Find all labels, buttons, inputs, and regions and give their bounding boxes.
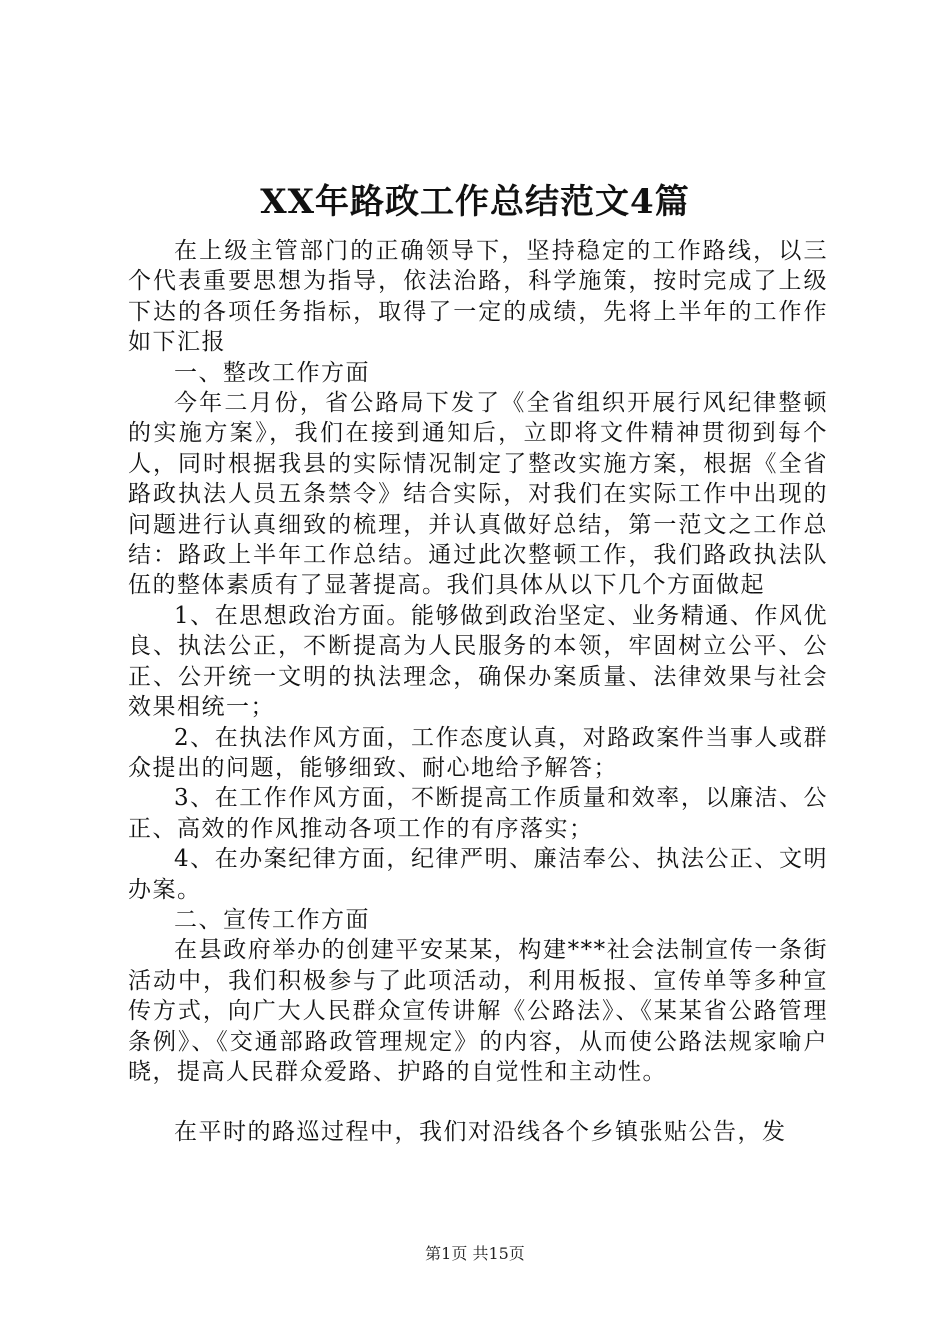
section-heading-rectification: 一、整改工作方面 — [174, 359, 370, 386]
list-item-work-style: 3、在工作作风方面，不断提高工作质量和效率，以廉洁、公正、高效的作风推动各项工作的有序落实； — [128, 785, 828, 842]
patrol-paragraph: 在平时的路巡过程中，我们对沿线各个乡镇张贴公告，发 — [174, 1119, 787, 1146]
list-item-discipline: 4、在办案纪律方面，纪律严明、廉洁奉公、执法公正、文明办案。 — [128, 846, 828, 903]
intro-paragraph: 在上级主管部门的正确领导下，坚持稳定的工作路线，以三个代表重要思想为指导，依法治路，科学施策，按时完成了上级下达的各项任务指标，取得了一定的成绩，先将上半年的工作作如下汇报 — [128, 238, 828, 356]
publicity-paragraph: 在县政府举办的创建平安某某，构建***社会法制宣传一条街活动中，我们积极参与了此项活动，利用板报、宣传单等多种宣传方式，向广大人民群众宣传讲解《公路法》、《某某省公路管理条例》、《交通部路政管理规定》的内容，从而使公路法规家喻户晓，提高人民群众爱路、护路的自觉性和主动性。 — [128, 937, 828, 1085]
page-footer: 第1页 共15页 — [425, 1244, 525, 1263]
document-body — [128, 236, 828, 1148]
document-title: XX年路政工作总结范文4篇 — [260, 182, 690, 222]
rectification-paragraph: 今年二月份，省公路局下发了《全省组织开展行风纪律整顿的实施方案》，我们在接到通知后，立即将文件精神贯彻到每个人，同时根据我县的实际情况制定了整改实施方案，根据《全省路政执法人员五条禁令》结合实际，对我们在实际工作中出现的问题进行认真细致的梳理，并认真做好总结，第一范文之工作总结：路政上半年工作总结。通过此次整顿工作，我们路政执法队伍的整体素质有了显著提高。我们具体从以下几个方面做起 — [128, 390, 828, 599]
list-item-political: 1、在思想政治方面。能够做到政治坚定、业务精通、作风优良、执法公正，不断提高为人民服务的本领，牢固树立公平、公正、公开统一文明的执法理念，确保办案质量、法律效果与社会效果相统一； — [128, 602, 828, 721]
list-item-law-enforcement: 2、在执法作风方面，工作态度认真，对路政案件当事人或群众提出的问题，能够细致、耐心地给予解答； — [128, 724, 828, 781]
section-heading-publicity: 二、宣传工作方面 — [174, 906, 370, 933]
